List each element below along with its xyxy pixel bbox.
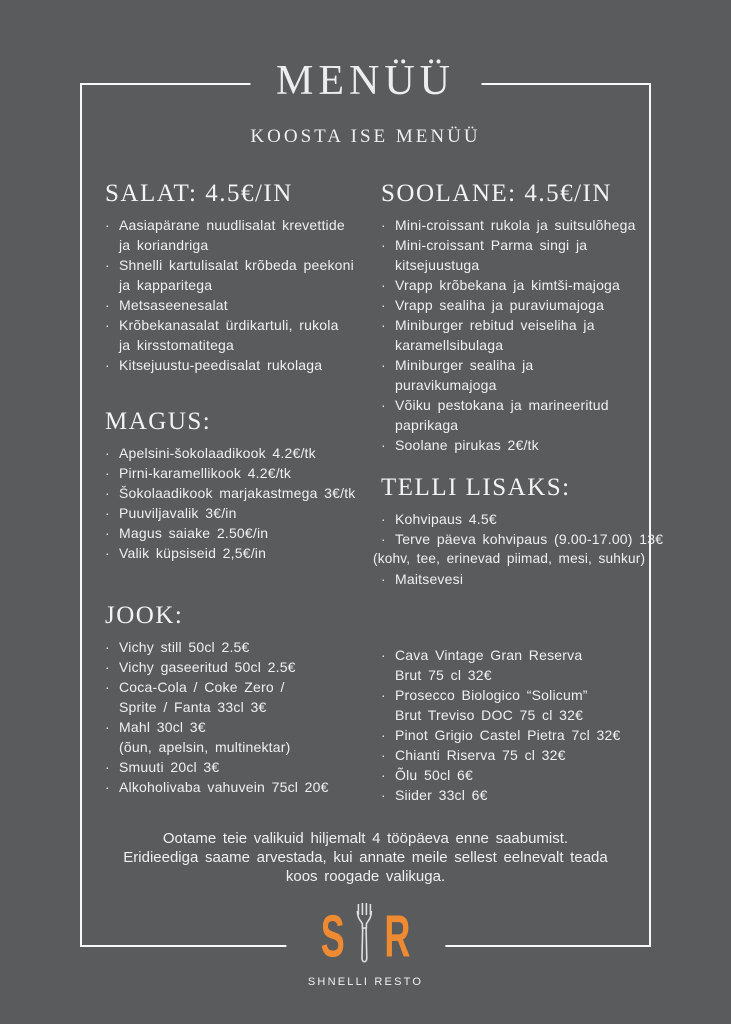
menu-item [105, 657, 381, 677]
bullet-dot: · [381, 357, 386, 373]
menu-item [381, 235, 657, 275]
menu-item-text: Metsaseenesalat [119, 297, 228, 313]
bullet-dot: · [105, 545, 110, 561]
bullet-dot: · [105, 257, 110, 273]
menu-item [381, 645, 657, 685]
bullet-dot: · [381, 237, 386, 253]
menu-item [381, 275, 657, 295]
bullet-dot: · [105, 357, 110, 373]
section-telli-lisaks-header: TELLI LISAKS: [381, 474, 571, 501]
bullet-dot: · [105, 297, 110, 313]
section-wine-list-items [381, 645, 657, 805]
menu-item [381, 435, 657, 455]
menu-item-text: Miniburger sealiha ja [395, 357, 534, 373]
menu-item [105, 463, 381, 483]
menu-item-text: Terve päeva kohvipaus (9.00-17.00) 13€ [395, 531, 664, 547]
menu-item [381, 725, 657, 745]
menu-item [381, 509, 657, 529]
section-telli-lisaks [373, 474, 664, 589]
section-salat-header: SALAT: 4.5€/IN [105, 180, 293, 207]
menu-item-text: Cava Vintage Gran Reserva [395, 647, 583, 663]
menu-item-text: Magus saiake 2.50€/in [119, 525, 269, 541]
logo-letter-s: S [320, 903, 345, 970]
restaurant-name: SHNELLI RESTO [307, 976, 424, 988]
section-magus [105, 409, 381, 563]
bullet-dot: · [105, 759, 110, 775]
menu-item-text: Puuviljavalik 3€/in [119, 505, 237, 521]
menu-item-text: Apelsini-šokolaadikook 4.2€/tk [119, 445, 316, 461]
menu-item [105, 503, 381, 523]
footer-line: Ootame teie valikuid hiljemalt 4 tööpäeva enne saabumist. [162, 830, 569, 847]
bullet-dot: · [105, 465, 110, 481]
bullet-dot: · [381, 531, 386, 547]
menu-item [105, 483, 381, 503]
bullet-dot: · [381, 317, 386, 333]
section-jook-items [105, 637, 381, 797]
bullet-dot: · [381, 687, 386, 703]
section-salat-items [105, 215, 381, 375]
menu-item-text: Brut Treviso DOC 75 cl 32€ [395, 707, 584, 723]
menu-item-text: Maitsevesi [395, 571, 464, 587]
bullet-dot: · [381, 397, 386, 413]
menu-item-text: Brut 75 cl 32€ [395, 667, 492, 683]
menu-item-text: (õun, apelsin, multinektar) [119, 739, 291, 755]
logo-letter-r: R [383, 903, 410, 970]
menu-item-text: ja kapparitega [119, 277, 213, 293]
section-soolane-items [381, 215, 657, 455]
page-title: MENÜÜ [250, 57, 481, 105]
menu-item [105, 295, 381, 315]
menu-item-text: Vichy still 50cl 2.5€ [119, 639, 250, 655]
menu-item [381, 355, 657, 395]
menu-item-text: Valik küpsiseid 2,5€/in [119, 545, 267, 561]
menu-item-text: Alkoholivaba vahuvein 75cl 20€ [119, 779, 329, 795]
menu-item [105, 255, 381, 295]
bullet-dot: · [381, 297, 386, 313]
menu-item-text: Coca-Cola / Coke Zero / [119, 679, 285, 695]
menu-item-text: Sprite / Fanta 33cl 3€ [119, 699, 267, 715]
section-magus-header: MAGUS: [105, 408, 212, 435]
footer-line: Eridieediga saame arvestada, kui annate meile sellest eelnevalt teada [123, 849, 608, 866]
menu-item-text: Vrapp sealiha ja puraviumajoga [395, 297, 605, 313]
logo-monogram [308, 904, 423, 970]
page-subtitle: KOOSTA ISE MENÜÜ [250, 126, 481, 147]
menu-item-text: Chianti Riserva 75 cl 32€ [395, 747, 566, 763]
section-telli-lisaks-items [373, 509, 664, 589]
bullet-dot: · [105, 525, 110, 541]
menu-item [105, 677, 381, 717]
menu-item-text: Pirni-karamellikook 4.2€/tk [119, 465, 292, 481]
menu-item-text: Krõbekanasalat ürdikartuli, rukola [119, 317, 339, 333]
menu-item-text: ja kirsstomatitega [119, 337, 235, 353]
menu-item [381, 295, 657, 315]
menu-item [381, 685, 657, 725]
menu-item [105, 215, 381, 255]
menu-item [105, 355, 381, 375]
fork-icon [353, 902, 375, 973]
footer-note [0, 829, 731, 886]
menu-item-text: Võiku pestokana ja marineeritud [395, 397, 609, 413]
section-soolane [381, 181, 657, 455]
bullet-dot: · [105, 639, 110, 655]
menu-item [381, 745, 657, 765]
bullet-dot: · [381, 787, 386, 803]
menu-item [105, 543, 381, 563]
section-magus-items [105, 443, 381, 563]
section-jook-header: JOOK: [105, 602, 184, 629]
bullet-dot: · [105, 505, 110, 521]
menu-item [105, 717, 381, 757]
menu-item [105, 443, 381, 463]
restaurant-logo [286, 904, 445, 988]
bullet-dot: · [381, 437, 386, 453]
footer-line: koos roogade valikuga. [285, 868, 446, 885]
bullet-dot: · [381, 647, 386, 663]
section-wine-list [381, 645, 657, 805]
menu-item-text: Prosecco Biologico “Solicum” [395, 687, 588, 703]
menu-item [381, 785, 657, 805]
bullet-dot: · [381, 511, 386, 527]
section-jook [105, 603, 381, 797]
menu-item-text: Shnelli kartulisalat krõbeda peekoni [119, 257, 354, 273]
menu-item [373, 529, 664, 569]
menu-item [381, 765, 657, 785]
menu-item-text: Õlu 50cl 6€ [395, 767, 474, 783]
menu-item [105, 777, 381, 797]
menu-item [105, 315, 381, 355]
menu-item [381, 395, 657, 435]
menu-item-text: Aasiapärane nuudlisalat krevettide [119, 217, 345, 233]
menu-item-text: Siider 33cl 6€ [395, 787, 488, 803]
bullet-dot: · [381, 277, 386, 293]
bullet-dot: · [105, 659, 110, 675]
menu-item-text: Vrapp krõbekana ja kimtši-majoga [395, 277, 621, 293]
menu-item-text: Miniburger rebitud veiseliha ja [395, 317, 595, 333]
menu-item [105, 637, 381, 657]
right-column [373, 180, 664, 805]
bullet-dot: · [105, 779, 110, 795]
left-column [105, 181, 381, 797]
bullet-dot: · [105, 317, 110, 333]
menu-item-text: Smuuti 20cl 3€ [119, 759, 220, 775]
menu-item [381, 215, 657, 235]
section-salat [105, 181, 381, 375]
bullet-dot: · [105, 217, 110, 233]
menu-item-text: Mini-croissant Parma singi ja [395, 237, 588, 253]
menu-item-text: Soolane pirukas 2€/tk [395, 437, 539, 453]
menu-item-text: Vichy gaseeritud 50cl 2.5€ [119, 659, 296, 675]
bullet-dot: · [381, 571, 386, 587]
menu-item-text: Kohvipaus 4.5€ [395, 511, 497, 527]
bullet-dot: · [381, 727, 386, 743]
menu-item-text: Pinot Grigio Castel Pietra 7cl 32€ [395, 727, 621, 743]
menu-item-text: paprikaga [395, 417, 459, 433]
menu-item [105, 757, 381, 777]
bullet-dot: · [105, 679, 110, 695]
bullet-dot: · [381, 217, 386, 233]
menu-item-text: Kitsejuustu-peedisalat rukolaga [119, 357, 323, 373]
menu-item-text: (kohv, tee, erinevad piimad, mesi, suhkur) [373, 551, 646, 566]
menu-item-text: puravikumajoga [395, 377, 497, 393]
section-soolane-header: SOOLANE: 4.5€/IN [381, 180, 612, 207]
bullet-dot: · [381, 747, 386, 763]
bullet-dot: · [105, 719, 110, 735]
bullet-dot: · [105, 485, 110, 501]
menu-item-text: kitsejuustuga [395, 257, 480, 273]
bullet-dot: · [105, 445, 110, 461]
menu-item [381, 315, 657, 355]
menu-item-text: Mahl 30cl 3€ [119, 719, 206, 735]
menu-item-text: ja koriandriga [119, 237, 209, 253]
menu-item [105, 523, 381, 543]
menu-item-text: Šokolaadikook marjakastmega 3€/tk [119, 485, 356, 501]
menu-item [381, 569, 657, 589]
bullet-dot: · [381, 767, 386, 783]
menu-item-text: Mini-croissant rukola ja suitsulõhega [395, 217, 636, 233]
menu-item-text: karamellsibulaga [395, 337, 504, 353]
